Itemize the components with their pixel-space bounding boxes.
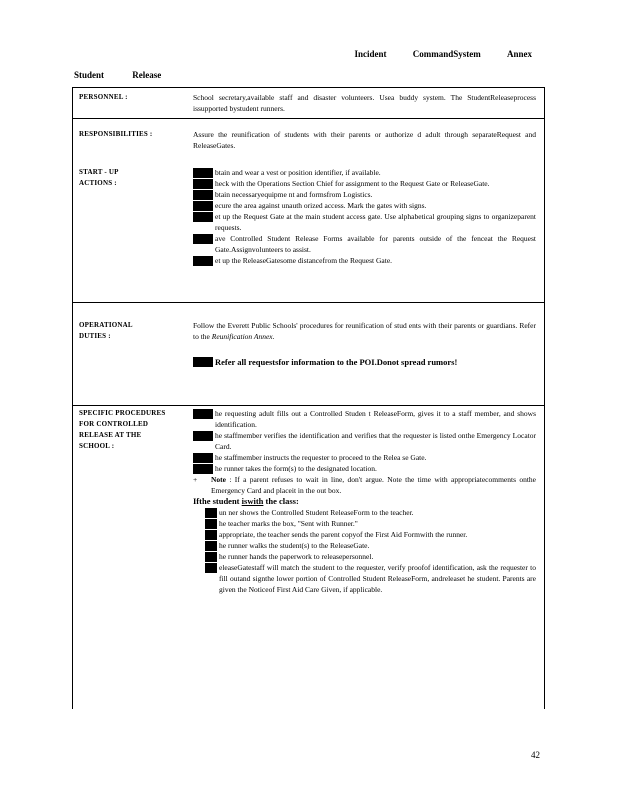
procedure-table	[72, 87, 545, 709]
note-label: Note	[211, 475, 226, 484]
header-incident: Incident	[354, 49, 387, 59]
class-item: appropriate, the teacher sends the parent copyof the First Aid Formwith the runner.	[205, 529, 536, 540]
startup-item: et up the ReleaseGatesome distancefrom the Request Gate.	[193, 255, 536, 266]
startup-item: ecure the area against unauth orized access. Mark the gates with signs.	[193, 200, 536, 211]
startup-list	[193, 167, 536, 266]
with-class-heading-a: Ifthe student	[193, 496, 240, 506]
startup-item: btain and wear a vest or position identifier, if available.	[193, 167, 536, 178]
personnel-text: School secretary,available staff and disaster volunteers. Usea buddy system. The StudentReleaseprocess issupported bystudent runners.	[193, 93, 536, 113]
startup-item: ave Controlled Student Release Forms available for parents outside of the fenceat the Request Gate.Assignvolunteers to assist.	[193, 233, 536, 255]
note-text: : If a parent refuses to wait in line, don't argue. Note the time with appropriatecomments onthe Emergency Card and placeit in the out box.	[211, 475, 536, 495]
page-number: 42	[531, 750, 540, 760]
section-title-student: Student	[74, 70, 105, 80]
class-item: eleaseGatestaff will match the student to the requester, verify proofof identification, ask the requester to fill outand signthe lower portion of Controlled Student ReleaseForm, andreleaset he student. Parents are given the Noticeof First Aid Care Given, if applicable.	[205, 562, 536, 595]
class-item: he teacher marks the box, "Sent with Runner."	[205, 518, 536, 529]
note-paragraph	[193, 474, 536, 496]
procedure-item: he runner takes the form(s) to the designated location.	[193, 463, 536, 474]
startup-item: btain necessaryequipme nt and formsfrom Logistics.	[193, 189, 536, 200]
responsibilities-label: RESPONSIBILITIES :	[79, 130, 153, 138]
procedure-item: he staffmember instructs the requester to proceed to the Relea se Gate.	[193, 452, 536, 463]
rumor-warning: Refer all requestsfor information to the POI.Donot spread rumors!	[193, 356, 536, 368]
class-item: he runner hands the paperwork to releasepersonnel.	[205, 551, 536, 562]
personnel-label: PERSONNEL :	[79, 93, 128, 101]
note-plus-marker: +	[193, 475, 198, 484]
row-responsibilities	[73, 119, 544, 303]
with-class-heading-c: the class:	[265, 496, 299, 506]
responsibilities-text: Assure the reunification of students with their parents or authorize d adult through separateRequest and ReleaseGates.	[193, 130, 536, 150]
row-specific-procedures	[73, 406, 544, 709]
operational-body: Follow the Everett Public Schools' procedures for reunification of stud ents with their parents or guardians. Refer to the	[193, 321, 536, 341]
header-annex: Annex	[506, 49, 532, 59]
page-header	[332, 49, 532, 59]
operational-label: OPERATIONAL DUTIES :	[79, 321, 133, 340]
class-item: un ner shows the Controlled Student ReleaseForm to the teacher.	[205, 507, 536, 518]
with-class-heading-b: iswith	[241, 496, 264, 506]
startup-item: et up the Request Gate at the main student access gate. Use alphabetical grouping signs to organizeparent requests.	[193, 211, 536, 233]
class-item: he runner walks the student(s) to the ReleaseGate.	[205, 540, 536, 551]
operational-end: .	[272, 332, 275, 341]
startup-item: heck with the Operations Section Chief for assignment to the Request Gate or ReleaseGate.	[193, 178, 536, 189]
procedure-item: he requesting adult fills out a Controlled Studen t ReleaseForm, gives it to a staff member, and shows identification.	[193, 408, 536, 430]
specific-label: SPECIFIC PROCEDURES FOR CONTROLLED RELEASE AT THE SCHOOL :	[79, 409, 166, 450]
startup-label: START - UP ACTIONS :	[79, 168, 119, 187]
row-personnel	[73, 88, 544, 119]
section-title	[74, 70, 161, 80]
with-class-heading	[193, 496, 536, 507]
section-title-release: Release	[132, 70, 162, 80]
header-command-system: CommandSystem	[412, 49, 481, 59]
procedure-item: he staffmember verifies the identification and verifies that the requester is listed onthe Emergency Locator Card.	[193, 430, 536, 452]
row-operational-duties	[73, 303, 544, 406]
specific-list	[193, 408, 536, 595]
reunification-annex-ref: Reunification Annex	[211, 332, 273, 341]
with-class-list	[205, 507, 536, 595]
operational-text	[193, 320, 536, 368]
